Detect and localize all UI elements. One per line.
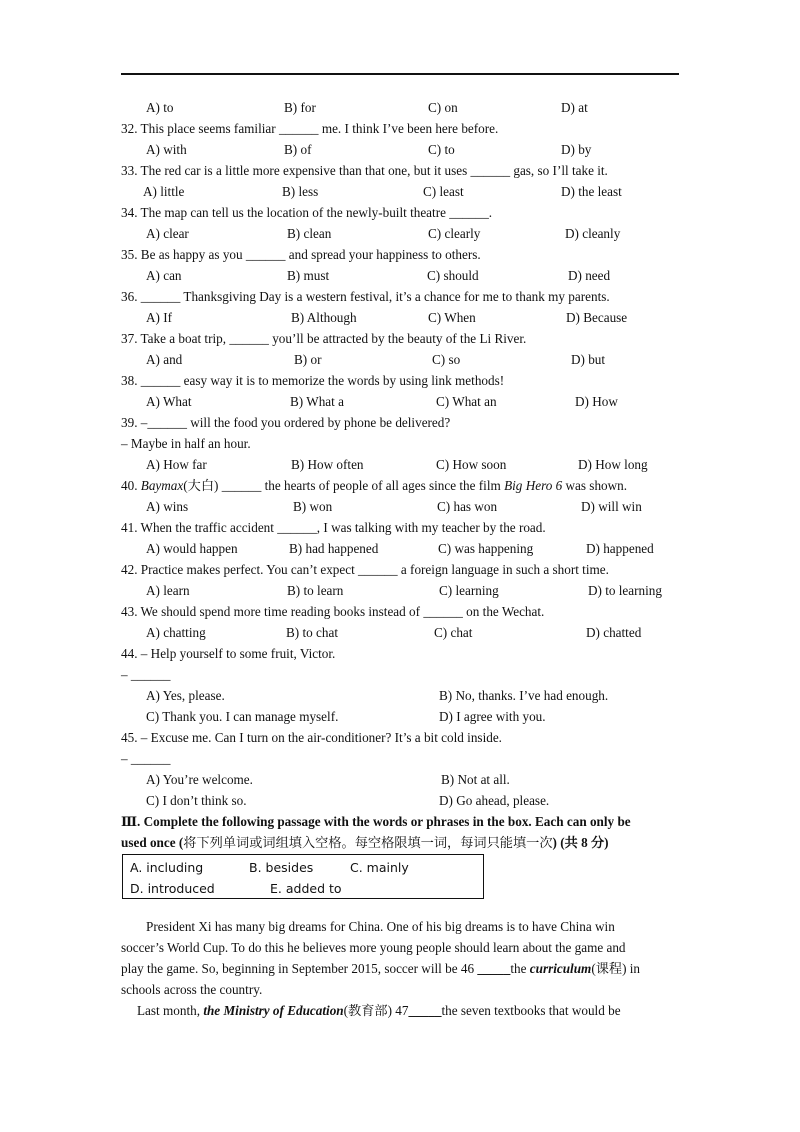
q32-option-c[interactable]: C) to [428, 142, 455, 157]
q40-stem-end: was shown. [562, 478, 628, 493]
q42-option-c[interactable]: C) learning [439, 583, 499, 598]
header-rule [121, 73, 679, 75]
q35-option-c[interactable]: C) should [427, 268, 479, 283]
q32-option-d[interactable]: D) by [561, 142, 592, 157]
q35-option-a[interactable]: A) can [146, 268, 182, 283]
q34-option-a[interactable]: A) clear [146, 226, 189, 241]
section3-heading-line2 [121, 835, 609, 851]
passage-ministry: the Ministry of Education [203, 1003, 344, 1018]
q41-option-b[interactable]: B) had happened [289, 541, 379, 556]
word-box-item-a: A. including [130, 860, 204, 875]
q36-stem: 36. ______ Thanksgiving Day is a western festival, it’s a chance for me to thank my parents. [121, 289, 610, 304]
passage-p2-start: Last month, [137, 1003, 204, 1018]
q44-reply: – ______ [121, 667, 171, 682]
passage-p1-line3 [121, 961, 640, 977]
q31-option-c[interactable]: C) on [428, 100, 458, 115]
q36-option-a[interactable]: A) If [146, 310, 172, 325]
section3-heading-cn: 将下列单词或词组填入空格。每空格限填一词，每词只能填一次 [183, 835, 553, 850]
q45-stem: 45. – Excuse me. Can I turn on the air-conditioner? It’s a bit cold inside. [121, 730, 502, 745]
q40-stem-baymax: Baymax [140, 478, 184, 493]
q37-option-d[interactable]: D) but [571, 352, 606, 367]
q38-option-b[interactable]: B) What a [290, 394, 344, 409]
q35-stem: 35. Be as happy as you ______ and spread your happiness to others. [121, 247, 481, 262]
q34-option-c[interactable]: C) clearly [428, 226, 481, 241]
q31-option-a[interactable]: A) to [146, 100, 174, 115]
q41-option-d[interactable]: D) happened [586, 541, 654, 556]
q42-option-a[interactable]: A) learn [146, 583, 190, 598]
q33-option-c[interactable]: C) least [423, 184, 464, 199]
section3-heading-score-close: 分) [587, 835, 609, 850]
q36-option-b[interactable]: B) Although [291, 310, 357, 325]
passage-p1-line3-start: play the game. So, beginning in September 2015, soccer will be 46 [121, 961, 478, 976]
q31-option-b[interactable]: B) for [284, 100, 316, 115]
section3-heading-score: 8 [581, 835, 588, 850]
q36-option-d[interactable]: D) Because [566, 310, 628, 325]
q40-stem-middle: (大白) ______ the hearts of people of all ages since the film [183, 478, 505, 493]
passage-p1-line1: President Xi has many big dreams for China. One of his big dreams is to have China win [146, 919, 615, 934]
section3-heading-line1: Ⅲ. Complete the following passage with the words or phrases in the box. Each can only be [121, 814, 631, 829]
q45-option-d[interactable]: D) Go ahead, please. [439, 793, 550, 808]
q38-stem: 38. ______ easy way it is to memorize the words by using link methods! [121, 373, 505, 388]
q31-option-d[interactable]: D) at [561, 100, 588, 115]
q44-option-c[interactable]: C) Thank you. I can manage myself. [146, 709, 339, 724]
q33-option-d[interactable]: D) the least [561, 184, 622, 199]
word-box-item-b: B. besides [249, 860, 314, 875]
q37-option-b[interactable]: B) or [294, 352, 322, 367]
q40-option-a[interactable]: A) wins [146, 499, 189, 514]
q39-stem: 39. –______ will the food you ordered by phone be delivered? [121, 415, 451, 430]
q40-option-d[interactable]: D) will win [581, 499, 642, 514]
blank-46[interactable]: _____ [477, 961, 511, 976]
passage-p2-mid: (教育部) 47 [343, 1003, 409, 1018]
q44-option-d[interactable]: D) I agree with you. [439, 709, 546, 724]
q40-option-c[interactable]: C) has won [437, 499, 498, 514]
blank-47[interactable]: _____ [408, 1003, 442, 1018]
q45-option-c[interactable]: C) I don’t think so. [146, 793, 247, 808]
passage-p1-line4: schools across the country. [121, 982, 263, 997]
q44-option-b[interactable]: B) No, thanks. I’ve had enough. [439, 688, 609, 703]
q43-option-a[interactable]: A) chatting [146, 625, 206, 640]
q44-option-a[interactable]: A) Yes, please. [146, 688, 225, 703]
passage-p1-line2: soccer’s World Cup. To do this he believes more young people should learn about the game and [121, 940, 626, 955]
section3-heading-score-open: ) (共 [552, 835, 582, 850]
q37-option-a[interactable]: A) and [146, 352, 183, 367]
passage-p2-line1 [137, 1003, 621, 1019]
q45-reply: – ______ [121, 751, 171, 766]
q43-option-c[interactable]: C) chat [434, 625, 473, 640]
q40-stem-number: 40. [121, 478, 141, 493]
q32-stem: 32. This place seems familiar ______ me. I think I’ve been here before. [121, 121, 499, 136]
q34-option-d[interactable]: D) cleanly [565, 226, 621, 241]
q42-option-d[interactable]: D) to learning [588, 583, 662, 598]
q40-stem-film-title: Big Hero 6 [504, 478, 563, 493]
q39-option-c[interactable]: C) How soon [436, 457, 507, 472]
passage-p1-line3-end: (课程) in [591, 961, 641, 976]
q33-option-b[interactable]: B) less [282, 184, 319, 199]
q37-option-c[interactable]: C) so [432, 352, 461, 367]
q42-stem: 42. Practice makes perfect. You can’t expect ______ a foreign language in such a short time. [121, 562, 609, 577]
q44-stem: 44. – Help yourself to some fruit, Victor. [121, 646, 336, 661]
passage-curriculum: curriculum [529, 961, 592, 976]
q41-option-c[interactable]: C) was happening [438, 541, 534, 556]
word-box-item-c: C. mainly [350, 860, 409, 875]
q39-option-b[interactable]: B) How often [291, 457, 364, 472]
word-box-item-d: D. introduced [130, 881, 215, 896]
q38-option-a[interactable]: A) What [146, 394, 192, 409]
q43-option-b[interactable]: B) to chat [286, 625, 339, 640]
q39-option-d[interactable]: D) How long [578, 457, 648, 472]
q38-option-c[interactable]: C) What an [436, 394, 497, 409]
word-box [122, 854, 484, 899]
word-box-item-e: E. added to [270, 881, 342, 896]
q41-option-a[interactable]: A) would happen [146, 541, 238, 556]
q37-stem: 37. Take a boat trip, ______ you’ll be attracted by the beauty of the Li River. [121, 331, 527, 346]
q40-stem [121, 478, 627, 494]
q36-option-c[interactable]: C) When [428, 310, 476, 325]
q35-option-b[interactable]: B) must [287, 268, 330, 283]
q38-option-d[interactable]: D) How [575, 394, 618, 409]
q34-option-b[interactable]: B) clean [287, 226, 332, 241]
q43-stem: 43. We should spend more time reading books instead of ______ on the Wechat. [121, 604, 545, 619]
passage-p1-line3-mid: the [510, 961, 530, 976]
q33-stem: 33. The red car is a little more expensive than that one, but it uses ______ gas, so I’ll take it. [121, 163, 608, 178]
q39-option-a[interactable]: A) How far [146, 457, 207, 472]
q35-option-d[interactable]: D) need [568, 268, 611, 283]
q43-option-d[interactable]: D) chatted [586, 625, 642, 640]
q45-option-b[interactable]: B) Not at all. [441, 772, 510, 787]
q41-stem: 41. When the traffic accident ______, I was talking with my teacher by the road. [121, 520, 546, 535]
passage-p2-end: the seven textbooks that would be [441, 1003, 621, 1018]
q39-reply: – Maybe in half an hour. [121, 436, 251, 451]
q32-option-a[interactable]: A) with [146, 142, 187, 157]
q34-stem: 34. The map can tell us the location of the newly-built theatre ______. [121, 205, 493, 220]
section3-heading-en: used once ( [121, 835, 184, 850]
q45-option-a[interactable]: A) You’re welcome. [146, 772, 253, 787]
q32-option-b[interactable]: B) of [284, 142, 312, 157]
q40-option-b[interactable]: B) won [293, 499, 333, 514]
q33-option-a[interactable]: A) little [143, 184, 185, 199]
q42-option-b[interactable]: B) to learn [287, 583, 344, 598]
